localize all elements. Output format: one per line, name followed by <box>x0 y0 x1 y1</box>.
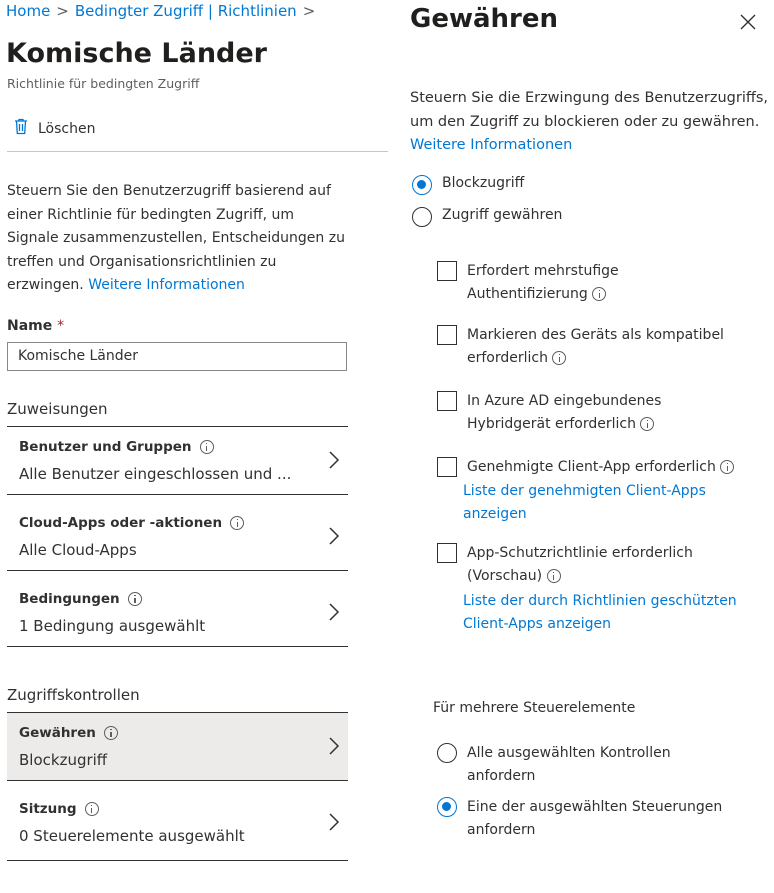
card-title: Cloud-Apps oder -aktionen <box>19 515 223 531</box>
access-controls-heading: Zugriffskontrollen <box>7 686 140 704</box>
chevron-right-icon <box>326 811 342 833</box>
info-icon[interactable] <box>128 592 142 606</box>
name-label-text: Name <box>7 318 53 334</box>
card-title: Bedingungen <box>19 591 120 607</box>
radio-label: Zugriff gewähren <box>442 207 563 223</box>
link-text[interactable]: anzeigen <box>463 506 527 522</box>
panel-description-text: Steuern Sie die Erzwingung des Benutzerzugriffs, um den Zugriff zu blockieren oder zu gewähren. <box>410 90 769 130</box>
checkbox-label: Markieren des Geräts als kompatibel <box>467 327 724 343</box>
page-subtitle: Richtlinie für bedingten Zugriff <box>7 76 200 91</box>
info-icon[interactable] <box>640 417 654 431</box>
card-title: Gewähren <box>19 725 96 741</box>
assignments-heading: Zuweisungen <box>7 400 108 418</box>
info-icon[interactable] <box>552 351 566 365</box>
link-text[interactable]: Client-Apps anzeigen <box>463 616 612 632</box>
breadcrumb-separator: > <box>56 2 69 20</box>
info-icon[interactable] <box>592 287 606 301</box>
panel-description <box>410 87 770 158</box>
checkbox-box <box>437 261 457 281</box>
checkbox-mfa[interactable] <box>437 260 619 306</box>
info-icon[interactable] <box>720 460 734 474</box>
info-icon[interactable] <box>547 569 561 583</box>
panel-learn-more-link[interactable]: Weitere Informationen <box>410 137 573 153</box>
chevron-right-icon <box>326 525 342 547</box>
info-icon[interactable] <box>104 726 118 740</box>
info-icon[interactable] <box>200 440 214 454</box>
card-title: Sitzung <box>19 801 77 817</box>
close-icon[interactable] <box>738 12 758 32</box>
radio-label: Blockzugriff <box>442 175 525 191</box>
required-marker: * <box>57 318 65 334</box>
card-value: Blockzugriff <box>19 751 108 769</box>
card-title: Benutzer und Gruppen <box>19 439 192 455</box>
users-groups-card[interactable] <box>7 427 348 495</box>
multiple-controls-label: Für mehrere Steuerelemente <box>433 700 636 716</box>
breadcrumb-policies-link[interactable]: Bedingter Zugriff | Richtlinien <box>74 2 297 20</box>
radio-require-all[interactable] <box>437 742 671 788</box>
chevron-right-icon <box>326 601 342 623</box>
checkbox-label: Authentifizierung <box>467 286 588 302</box>
delete-label: Löschen <box>38 120 96 137</box>
chevron-right-icon <box>326 735 342 757</box>
link-text[interactable]: Liste der durch Richtlinien geschützten <box>463 593 737 609</box>
radio-label: anfordern <box>467 768 536 784</box>
protected-apps-link[interactable] <box>463 590 737 636</box>
breadcrumb-separator: > <box>302 2 316 20</box>
panel-title: Gewähren <box>410 4 559 34</box>
checkbox-approved-app[interactable] <box>437 456 734 479</box>
name-label <box>7 318 64 334</box>
name-field[interactable]: Komische Länder <box>7 342 347 371</box>
radio-selected-indicator <box>412 175 432 195</box>
policy-description <box>7 180 347 298</box>
checkbox-label: (Vorschau) <box>467 568 543 584</box>
trash-icon <box>14 118 28 139</box>
checkbox-label: In Azure AD eingebundenes <box>467 393 662 409</box>
checkbox-hybrid-device[interactable] <box>437 390 661 436</box>
radio-grant-access[interactable] <box>412 207 562 227</box>
radio-unselected-indicator <box>437 743 457 763</box>
description-text: Steuern Sie den Benutzerzugriff basierend auf einer Richtlinie für bedingten Zugriff, um Signale zusammenzustellen, Entscheidungen zu treffen und Organisationsrichtlinien zu erzwingen. <box>7 183 345 293</box>
info-icon[interactable] <box>85 802 99 816</box>
checkbox-box <box>437 391 457 411</box>
radio-selected-indicator <box>437 797 457 817</box>
delete-button[interactable] <box>14 118 95 139</box>
checkbox-app-protection[interactable] <box>437 542 693 588</box>
session-card[interactable] <box>7 789 348 861</box>
radio-label: Alle ausgewählten Kontrollen <box>467 745 671 761</box>
radio-require-one[interactable] <box>437 796 722 842</box>
grant-card[interactable] <box>7 713 348 781</box>
card-value: 0 Steuerelemente ausgewählt <box>19 827 245 845</box>
radio-label: Eine der ausgewählten Steuerungen <box>467 799 723 815</box>
toolbar-divider <box>7 151 388 152</box>
card-value: Alle Benutzer eingeschlossen und ... <box>19 465 292 483</box>
checkbox-box <box>437 543 457 563</box>
radio-unselected-indicator <box>412 207 432 227</box>
link-text[interactable]: Liste der genehmigten Client-Apps <box>463 483 706 499</box>
checkbox-box <box>437 325 457 345</box>
checkbox-label: erforderlich <box>467 350 548 366</box>
checkbox-label: Genehmigte Client-App erforderlich <box>467 459 716 475</box>
approved-apps-link[interactable] <box>463 480 706 526</box>
checkbox-label: Erfordert mehrstufige <box>467 263 619 279</box>
breadcrumb-home-link[interactable]: Home <box>6 2 51 20</box>
page-title: Komische Länder <box>6 38 267 69</box>
breadcrumb <box>6 2 321 20</box>
info-icon[interactable] <box>230 516 244 530</box>
checkbox-label: Hybridgerät erforderlich <box>467 416 636 432</box>
conditions-card[interactable] <box>7 579 348 647</box>
card-value: 1 Bedingung ausgewählt <box>19 617 206 635</box>
card-value: Alle Cloud-Apps <box>19 541 137 559</box>
chevron-right-icon <box>326 449 342 471</box>
checkbox-label: App-Schutzrichtlinie erforderlich <box>467 545 693 561</box>
radio-label: anfordern <box>467 822 536 838</box>
checkbox-box <box>437 457 457 477</box>
checkbox-compliant-device[interactable] <box>437 324 724 370</box>
radio-block-access[interactable] <box>412 175 524 195</box>
learn-more-link[interactable]: Weitere Informationen <box>88 277 245 293</box>
cloud-apps-card[interactable] <box>7 503 348 571</box>
